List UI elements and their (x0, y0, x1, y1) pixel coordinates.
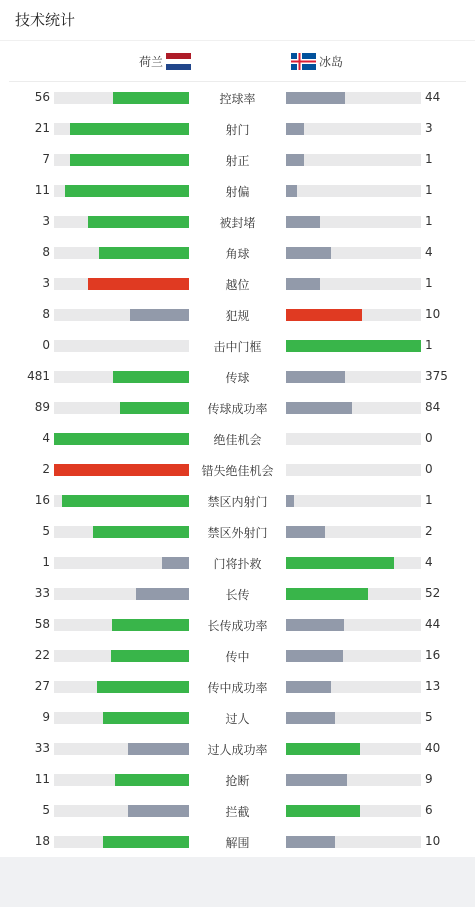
home-bar-fill (128, 805, 189, 817)
home-bar-fill (88, 278, 189, 290)
away-bar-fill (286, 340, 421, 352)
away-value: 0 (425, 462, 433, 476)
away-bar-track (286, 805, 421, 817)
away-bar-track (286, 650, 421, 662)
away-value: 9 (425, 772, 433, 786)
stat-label: 传中 (225, 650, 250, 664)
away-bar-fill (286, 681, 331, 693)
stat-label: 被封堵 (219, 216, 256, 230)
home-value: 8 (42, 307, 50, 321)
home-value: 11 (34, 183, 50, 197)
away-value: 1 (425, 214, 433, 228)
home-bar-fill (70, 123, 189, 135)
home-bar-fill (88, 216, 189, 228)
home-value: 56 (34, 90, 50, 104)
away-bar-track (286, 557, 421, 569)
home-bar-track (54, 557, 189, 569)
away-bar-fill (286, 309, 362, 321)
stat-label: 越位 (225, 278, 250, 292)
away-value: 3 (425, 121, 433, 135)
stat-row (0, 485, 475, 516)
away-value: 84 (425, 400, 441, 414)
away-value: 5 (425, 710, 433, 724)
away-bar-track (286, 154, 421, 166)
away-value: 16 (425, 648, 441, 662)
stat-label: 禁区内射门 (207, 495, 268, 509)
stat-label: 传球 (225, 371, 250, 385)
home-bar-track (54, 619, 189, 631)
away-bar-fill (286, 371, 345, 383)
away-bar-track (286, 619, 421, 631)
away-value: 1 (425, 338, 433, 352)
home-value: 2 (42, 462, 50, 476)
away-bar-fill (286, 278, 320, 290)
stat-label: 射门 (225, 123, 250, 137)
home-value: 89 (34, 400, 50, 414)
home-team[interactable] (139, 53, 191, 70)
away-bar-fill (286, 557, 394, 569)
stat-row (0, 826, 475, 857)
home-value: 1 (42, 555, 50, 569)
home-bar-fill (113, 92, 189, 104)
home-bar-track (54, 588, 189, 600)
home-bar-track (54, 495, 189, 507)
stat-row (0, 454, 475, 485)
home-bar-track (54, 805, 189, 817)
stat-row (0, 330, 475, 361)
stat-row (0, 361, 475, 392)
stat-label: 长传 (225, 588, 250, 602)
home-bar-fill (162, 557, 189, 569)
away-bar-track (286, 743, 421, 755)
away-value: 1 (425, 183, 433, 197)
away-bar-track (286, 433, 421, 445)
home-value: 3 (42, 276, 50, 290)
stat-label: 长传成功率 (207, 619, 268, 633)
stat-label: 传球成功率 (207, 402, 268, 416)
stat-row (0, 206, 475, 237)
stat-label: 解围 (225, 836, 250, 850)
home-bar-track (54, 526, 189, 538)
home-bar-track (54, 433, 189, 445)
home-bar-fill (62, 495, 189, 507)
panel-title: 技术统计 (0, 0, 475, 41)
away-value: 40 (425, 741, 441, 755)
iceland-flag-icon (291, 53, 316, 70)
home-value: 11 (34, 772, 50, 786)
home-value: 18 (34, 834, 50, 848)
home-value: 9 (42, 710, 50, 724)
stat-label: 击中门框 (213, 340, 262, 354)
stat-row (0, 144, 475, 175)
stats-list (0, 82, 475, 857)
stat-row (0, 237, 475, 268)
away-value: 375 (425, 369, 448, 383)
away-bar-track (286, 216, 421, 228)
home-bar-fill (130, 309, 189, 321)
stat-label: 拦截 (225, 805, 250, 819)
stat-row (0, 268, 475, 299)
home-bar-fill (97, 681, 189, 693)
home-value: 16 (34, 493, 50, 507)
home-value: 21 (34, 121, 50, 135)
stat-row (0, 671, 475, 702)
home-bar-track (54, 216, 189, 228)
stat-row (0, 733, 475, 764)
home-value: 58 (34, 617, 50, 631)
away-bar-track (286, 309, 421, 321)
away-bar-track (286, 464, 421, 476)
away-value: 1 (425, 493, 433, 507)
stat-label: 绝佳机会 (213, 433, 262, 447)
away-bar-track (286, 247, 421, 259)
away-bar-fill (286, 247, 331, 259)
home-bar-track (54, 836, 189, 848)
away-bar-track (286, 774, 421, 786)
away-bar-track (286, 681, 421, 693)
away-bar-fill (286, 774, 347, 786)
away-value: 44 (425, 90, 441, 104)
stat-label: 传中成功率 (207, 681, 268, 695)
away-value: 0 (425, 431, 433, 445)
away-value: 13 (425, 679, 441, 693)
away-value: 2 (425, 524, 433, 538)
away-bar-fill (286, 495, 294, 507)
home-bar-track (54, 681, 189, 693)
stat-label: 过人 (225, 712, 250, 726)
stat-row (0, 113, 475, 144)
home-bar-track (54, 154, 189, 166)
teams-header (9, 41, 466, 82)
away-value: 6 (425, 803, 433, 817)
stat-row (0, 640, 475, 671)
stat-row (0, 547, 475, 578)
away-value: 44 (425, 617, 441, 631)
home-bar-fill (111, 650, 189, 662)
home-bar-track (54, 464, 189, 476)
stat-label: 犯规 (225, 309, 250, 323)
home-value: 27 (34, 679, 50, 693)
home-bar-track (54, 743, 189, 755)
away-bar-track (286, 712, 421, 724)
home-bar-fill (65, 185, 189, 197)
away-bar-track (286, 836, 421, 848)
away-value: 10 (425, 834, 441, 848)
away-team-name: 冰岛 (319, 55, 344, 69)
stat-row (0, 578, 475, 609)
away-bar-fill (286, 185, 297, 197)
home-value: 7 (42, 152, 50, 166)
home-bar-track (54, 92, 189, 104)
away-value: 4 (425, 245, 433, 259)
home-value: 0 (42, 338, 50, 352)
netherlands-flag-icon (166, 53, 191, 70)
home-bar-track (54, 774, 189, 786)
stat-label: 射正 (225, 154, 250, 168)
home-bar-track (54, 309, 189, 321)
away-bar-fill (286, 402, 352, 414)
home-bar-fill (54, 464, 189, 476)
away-bar-fill (286, 805, 360, 817)
stat-row (0, 175, 475, 206)
stat-label: 错失绝佳机会 (201, 464, 274, 478)
home-bar-track (54, 123, 189, 135)
away-value: 52 (425, 586, 441, 600)
home-bar-track (54, 278, 189, 290)
home-bar-fill (54, 433, 189, 445)
away-bar-track (286, 402, 421, 414)
stat-row (0, 82, 475, 113)
home-value: 4 (42, 431, 50, 445)
away-bar-track (286, 588, 421, 600)
stat-row (0, 516, 475, 547)
away-bar-track (286, 371, 421, 383)
stat-row (0, 392, 475, 423)
stat-row (0, 795, 475, 826)
away-bar-fill (286, 92, 345, 104)
home-value: 481 (27, 369, 50, 383)
stat-label: 控球率 (219, 92, 256, 106)
stat-row (0, 609, 475, 640)
stat-row (0, 299, 475, 330)
home-bar-track (54, 650, 189, 662)
away-value: 1 (425, 276, 433, 290)
away-bar-track (286, 340, 421, 352)
home-bar-fill (136, 588, 189, 600)
stat-label: 禁区外射门 (207, 526, 268, 540)
home-bar-track (54, 185, 189, 197)
away-value: 1 (425, 152, 433, 166)
home-value: 33 (34, 586, 50, 600)
away-bar-fill (286, 836, 335, 848)
home-bar-track (54, 402, 189, 414)
away-bar-track (286, 92, 421, 104)
away-bar-fill (286, 650, 343, 662)
home-bar-fill (115, 774, 189, 786)
away-bar-fill (286, 216, 320, 228)
home-bar-fill (120, 402, 189, 414)
stat-row (0, 423, 475, 454)
home-team-name: 荷兰 (138, 55, 163, 69)
away-bar-fill (286, 743, 360, 755)
home-value: 5 (42, 524, 50, 538)
stat-row (0, 702, 475, 733)
home-bar-fill (112, 619, 189, 631)
away-value: 10 (425, 307, 441, 321)
home-value: 8 (42, 245, 50, 259)
stat-label: 射偏 (225, 185, 250, 199)
away-bar-fill (286, 154, 304, 166)
home-bar-fill (103, 712, 189, 724)
away-bar-fill (286, 619, 344, 631)
away-bar-track (286, 278, 421, 290)
home-bar-fill (128, 743, 189, 755)
away-bar-track (286, 495, 421, 507)
away-bar-fill (286, 526, 325, 538)
home-bar-fill (103, 836, 189, 848)
away-bar-fill (286, 123, 304, 135)
home-value: 5 (42, 803, 50, 817)
home-bar-fill (99, 247, 189, 259)
home-bar-fill (113, 371, 189, 383)
stat-label: 角球 (225, 247, 250, 261)
away-bar-track (286, 526, 421, 538)
away-team[interactable] (291, 53, 343, 70)
home-value: 22 (34, 648, 50, 662)
home-bar-track (54, 340, 189, 352)
home-bar-track (54, 712, 189, 724)
away-bar-track (286, 123, 421, 135)
home-bar-fill (70, 154, 189, 166)
away-bar-fill (286, 712, 335, 724)
home-bar-fill (93, 526, 189, 538)
stat-label: 抢断 (225, 774, 250, 788)
home-value: 33 (34, 741, 50, 755)
home-value: 3 (42, 214, 50, 228)
home-bar-track (54, 247, 189, 259)
away-bar-track (286, 185, 421, 197)
home-bar-track (54, 371, 189, 383)
stat-label: 门将扑救 (213, 557, 262, 571)
stat-row (0, 764, 475, 795)
away-value: 4 (425, 555, 433, 569)
stat-label: 过人成功率 (207, 743, 268, 757)
away-bar-fill (286, 588, 368, 600)
